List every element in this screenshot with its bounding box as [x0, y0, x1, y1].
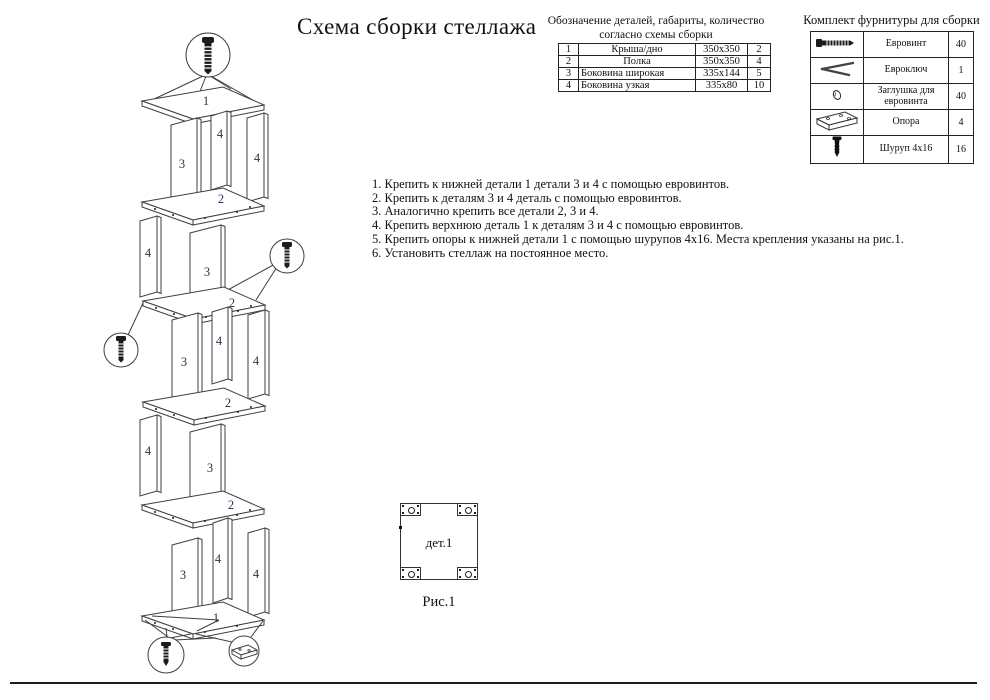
screw-icon [811, 136, 864, 164]
part-label: 3 [179, 568, 187, 582]
part-label: 4 [216, 127, 224, 141]
part-num: 4 [559, 80, 579, 92]
part-label: 4 [253, 151, 261, 165]
foot-icon [811, 110, 864, 136]
part-qty: 2 [748, 44, 771, 56]
instruction-step: 4. Крепить верхнюю деталь 1 к деталям 3 и 4 с помощью евровинтов. [372, 218, 744, 233]
part-size: 335x80 [696, 80, 748, 92]
table-row [559, 80, 771, 92]
table-row [559, 56, 771, 68]
instruction-step: 3. Аналогично крепить все детали 2, 3 и 4. [372, 204, 599, 219]
part-num: 2 [559, 56, 579, 68]
part-name: Боковина широкая [579, 68, 696, 80]
table-row [811, 58, 974, 84]
part-label: 3 [178, 157, 186, 171]
hardware-qty: 4 [949, 110, 974, 136]
diagram-part-labels [145, 94, 261, 625]
hardware-table [810, 31, 974, 164]
part-name: Боковина узкая [579, 80, 696, 92]
part-label: 2 [227, 498, 235, 512]
instruction-step: 5. Крепить опоры к нижней детали 1 с помощью шурупов 4x16. Места крепления указаны на рис.1. [372, 231, 904, 246]
hex-key-icon [811, 58, 864, 84]
screw-hole-icon [408, 571, 415, 578]
bottom-board [142, 602, 264, 639]
corner-fitting [400, 503, 421, 516]
part-label: 2 [224, 396, 232, 410]
screw-hole-icon [465, 571, 472, 578]
part-label: 2 [228, 296, 236, 310]
part-label: 2 [217, 192, 225, 206]
hardware-name: Шуруп 4x16 [864, 136, 949, 164]
part-qty: 5 [748, 68, 771, 80]
part-label: 1 [202, 94, 210, 108]
parts-table-header-line1: Обозначение деталей, габариты, количество [547, 15, 765, 27]
table-row [559, 68, 771, 80]
screw-hole-icon [408, 507, 415, 514]
part-name: Крыша/дно [579, 44, 696, 56]
table-row [559, 44, 771, 56]
part-num: 1 [559, 44, 579, 56]
instruction-step: 6. Установить стеллаж на постоянное место. [372, 245, 609, 260]
part-qty: 10 [748, 80, 771, 92]
figure-caption: Рис.1 [422, 594, 456, 610]
part-size: 350x350 [696, 44, 748, 56]
corner-fitting [457, 503, 478, 516]
part-label: 3 [180, 355, 188, 369]
part-label: 4 [214, 552, 222, 566]
shelf [142, 491, 264, 528]
hardware-name: Евроключ [864, 58, 949, 84]
cap-icon [811, 84, 864, 110]
hardware-table-title: Комплект фурнитуры для сборки [803, 13, 980, 27]
assembly-diagram [0, 0, 340, 700]
hardware-qty: 40 [949, 84, 974, 110]
part-size: 350x350 [696, 56, 748, 68]
euro-screw-callout-left [104, 303, 143, 367]
hardware-name: Опора [864, 110, 949, 136]
edge-mark [399, 526, 402, 529]
part-label: 3 [203, 265, 211, 279]
part-size: 335x144 [696, 68, 748, 80]
part-label: 4 [144, 444, 152, 458]
table-row [811, 136, 974, 164]
part-label: 3 [206, 461, 214, 475]
hardware-qty: 16 [949, 136, 974, 164]
page-bottom-rule [10, 682, 977, 684]
part-name: Полка [579, 56, 696, 68]
screw-hole-icon [465, 507, 472, 514]
part-num: 3 [559, 68, 579, 80]
hardware-name: Заглушка для евровинта [864, 84, 949, 110]
hardware-qty: 1 [949, 58, 974, 84]
detail-part-label: дет.1 [425, 535, 453, 550]
parts-table [558, 43, 771, 92]
table-row [811, 32, 974, 58]
euro-screw-callout-right [226, 239, 304, 300]
part-label: 4 [215, 334, 223, 348]
hardware-qty: 40 [949, 32, 974, 58]
table-row [811, 110, 974, 136]
euro-screw-icon [811, 32, 864, 58]
part-label: 4 [252, 354, 260, 368]
corner-fitting [400, 567, 421, 580]
parts-table-header [540, 15, 772, 42]
part-qty: 4 [748, 56, 771, 68]
instruction-step: 2. Крепить к деталям 3 и 4 деталь с помощью евровинтов. [372, 190, 682, 205]
part-label: 4 [252, 567, 260, 581]
assembly-instructions [372, 178, 904, 260]
page-title: Схема сборки стеллажа [297, 14, 537, 39]
hardware-name: Евровинт [864, 32, 949, 58]
corner-fitting [457, 567, 478, 580]
table-row [811, 84, 974, 110]
parts-table-header-line2: согласно схемы сборки [599, 28, 713, 41]
instruction-step: 1. Крепить к нижней детали 1 детали 3 и 4 с помощью евровинтов. [372, 177, 730, 191]
detail-figure [400, 503, 478, 580]
part-label: 4 [144, 246, 152, 260]
part-label: 1 [212, 611, 220, 625]
